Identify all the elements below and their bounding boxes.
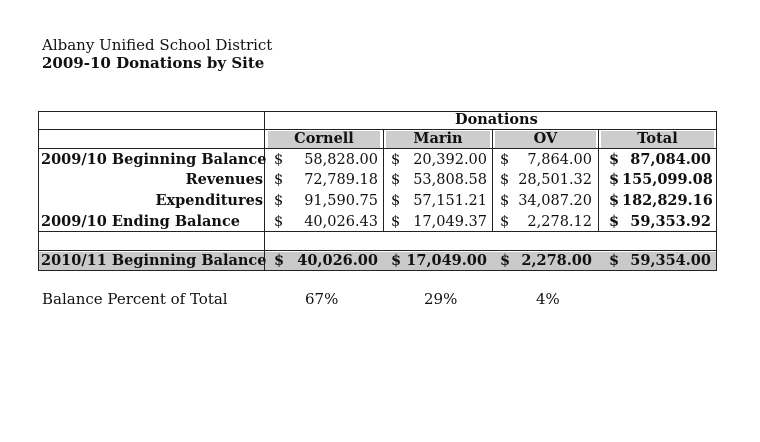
- amount-cell: 20,392.00: [413, 152, 487, 168]
- currency-symbol: $: [274, 214, 284, 230]
- rule: [492, 129, 493, 231]
- currency-symbol: $: [274, 252, 285, 269]
- amount-cell: 40,026.43: [304, 214, 378, 230]
- currency-symbol: $: [609, 252, 620, 269]
- row-label: Expenditures: [155, 192, 263, 209]
- currency-symbol: $: [391, 172, 401, 188]
- amount-cell: 59,353.92: [630, 213, 711, 230]
- currency-symbol: $: [274, 193, 284, 209]
- column-header-cornell: Cornell: [268, 131, 380, 148]
- rule: [264, 111, 265, 271]
- rule: [38, 129, 717, 130]
- balance-percent-label: Balance Percent of Total: [42, 290, 228, 308]
- amount-cell: 57,151.21: [413, 193, 487, 209]
- amount-cell: 72,789.18: [304, 172, 378, 188]
- percent-ov: 4%: [536, 290, 560, 308]
- rule: [38, 148, 717, 149]
- report-title: 2009-10 Donations by Site: [42, 54, 265, 72]
- row-label: 2009/10 Beginning Balance: [41, 151, 267, 168]
- amount-cell: 28,501.32: [518, 172, 592, 188]
- currency-symbol: $: [609, 171, 620, 188]
- currency-symbol: $: [500, 152, 510, 168]
- row-label: Revenues: [185, 171, 263, 188]
- rule: [383, 129, 384, 231]
- amount-cell: 53,808.58: [413, 172, 487, 188]
- currency-symbol: $: [500, 252, 511, 269]
- amount-cell: 155,099.08: [622, 171, 713, 188]
- rule: [38, 148, 39, 231]
- currency-symbol: $: [500, 172, 510, 188]
- amount-cell: 59,354.00: [630, 252, 711, 269]
- summary-row-label: 2010/11 Beginning Balance: [41, 252, 267, 269]
- amount-cell: 58,828.00: [304, 152, 378, 168]
- amount-cell: 2,278.12: [527, 214, 592, 230]
- amount-cell: 17,049.00: [406, 252, 487, 269]
- amount-cell: 17,049.37: [413, 214, 487, 230]
- amount-cell: 34,087.20: [518, 193, 592, 209]
- column-header-ov: OV: [495, 131, 596, 148]
- currency-symbol: $: [274, 172, 284, 188]
- amount-cell: 182,829.16: [622, 192, 713, 209]
- column-header-total: Total: [601, 131, 714, 148]
- currency-symbol: $: [500, 193, 510, 209]
- currency-symbol: $: [609, 192, 620, 209]
- group-header-donations: Donations: [455, 111, 538, 128]
- currency-symbol: $: [391, 214, 401, 230]
- column-header-marin: Marin: [386, 131, 490, 148]
- district-name: Albany Unified School District: [42, 36, 273, 54]
- percent-cornell: 67%: [305, 290, 339, 308]
- amount-cell: 7,864.00: [527, 152, 592, 168]
- amount-cell: 87,084.00: [630, 151, 711, 168]
- currency-symbol: $: [391, 193, 401, 209]
- rule: [598, 129, 599, 231]
- currency-symbol: $: [609, 151, 620, 168]
- currency-symbol: $: [500, 214, 510, 230]
- currency-symbol: $: [391, 152, 401, 168]
- currency-symbol: $: [274, 152, 284, 168]
- amount-cell: 40,026.00: [297, 252, 378, 269]
- percent-marin: 29%: [424, 290, 458, 308]
- rule: [38, 231, 717, 232]
- amount-cell: 91,590.75: [304, 193, 378, 209]
- row-label: 2009/10 Ending Balance: [41, 213, 240, 230]
- currency-symbol: $: [391, 252, 402, 269]
- currency-symbol: $: [609, 213, 620, 230]
- amount-cell: 2,278.00: [521, 252, 592, 269]
